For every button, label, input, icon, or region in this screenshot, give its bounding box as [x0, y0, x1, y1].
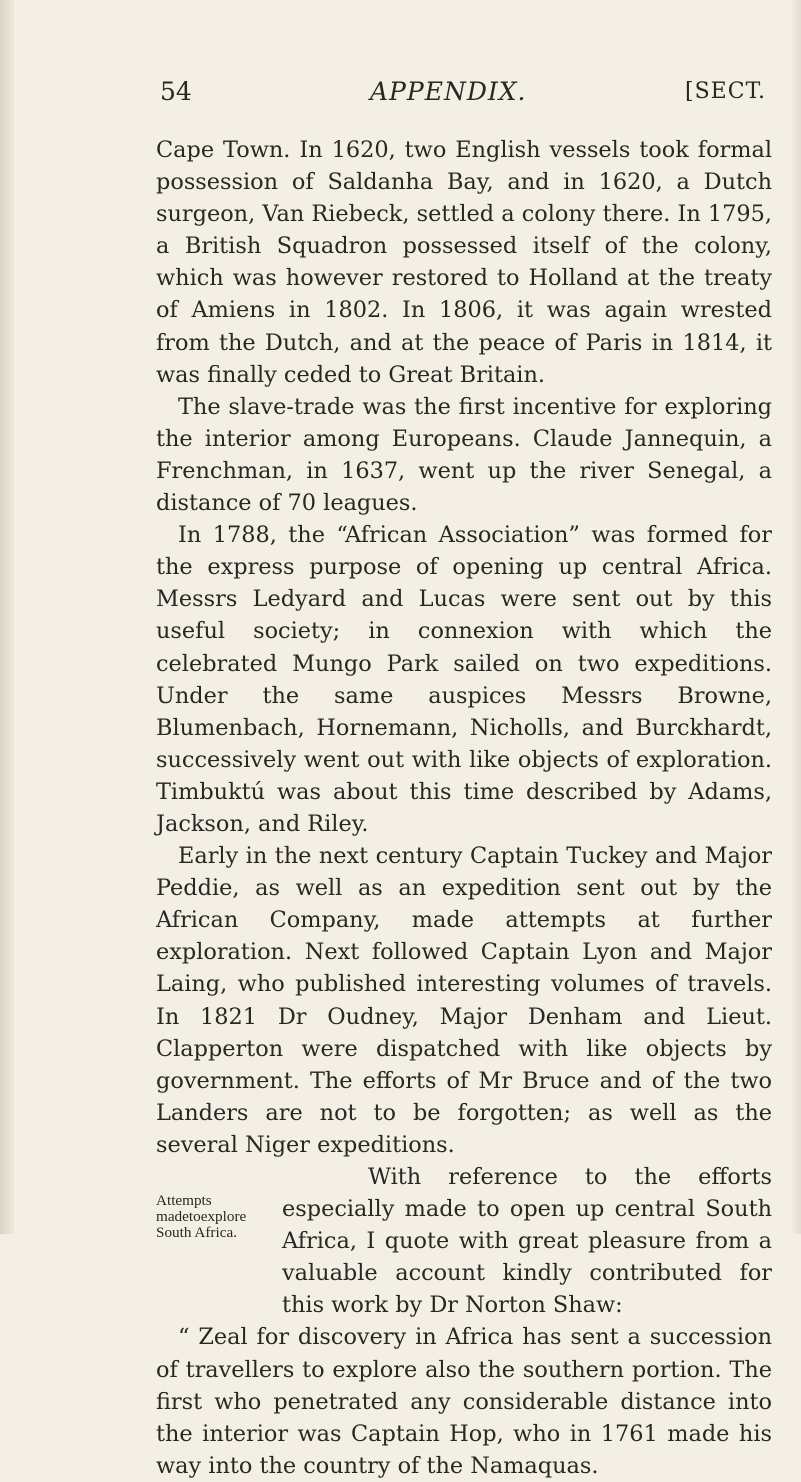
sidenote-block: [156, 1161, 772, 1321]
paragraph-next-century: Early in the next century Captain Tuckey and Major Peddie, as well as an expedition sent out by the African Company, made attempts at further exploration. Next followed Captain Lyon and Major Laing, who published interesting volumes of travels. In 1821 Dr Oudney, Major Denham and Lieut. Clapperton were dispatched with like objects by government. The efforts of Mr Bruce and of the two Landers are not to be forgotten; as well as the several Niger expeditions.: [156, 843, 772, 1158]
page-edge-right: [791, 0, 801, 1234]
paragraph-quotation: “ Zeal for discovery in Africa has sent a succession of travellers to explore also the southern portion. The first who penetrated any considerable distance into the interior was Captain Hop, who in 1761 made his way into the country of the Namaquas.: [156, 1324, 772, 1479]
running-head: APPENDIX.: [370, 77, 527, 106]
paragraph-cape-town: Cape Town. In 1620, two English vessels took formal possession of Saldanha Bay, and in 1620, a Dutch surgeon, Van Riebeck, settled a colony there. In 1795, a British Squadron possessed itself of the colony, which was however restored to Holland at the treaty of Amiens in 1802. In 1806, it was again wrested from the Dutch, and at the peace of Paris in 1814, it was finally ceded to Great Britain.: [156, 137, 772, 388]
page-header: [160, 74, 772, 110]
paragraph-slave-trade: The slave-trade was the first incentive for exploring the interior among Europeans. Claude Jannequin, a Frenchman, in 1637, went up the river Senegal, a distance of 70 leagues.: [156, 393, 772, 517]
page-edge-left: [0, 0, 14, 1234]
margin-note: Attempts madetoexplore South Africa.: [156, 1192, 247, 1241]
paragraph-south-africa: With reference to the efforts especially made to open up central South Africa, I quote with great pleasure from a valuable account kindly contributed for this work by Dr Norton Shaw:: [282, 1164, 772, 1319]
paragraph-african-association: In 1788, the “African Association” was formed for the express purpose of opening up central Africa. Messrs Ledyard and Lucas were sent out by this useful society; in connexion with which the celebrated Mungo Park sailed on two expeditions. Under the same auspices Messrs Browne, Blumenbach, Hornemann, Nicholls, and Burckhardt, successively went out with like objects of exploration. Timbuktú was about this time described by Adams, Jackson, and Riley.: [156, 522, 772, 837]
page-number: 54: [160, 77, 192, 106]
section-mark: [SECT.: [685, 79, 766, 104]
body-text: [156, 134, 772, 1482]
